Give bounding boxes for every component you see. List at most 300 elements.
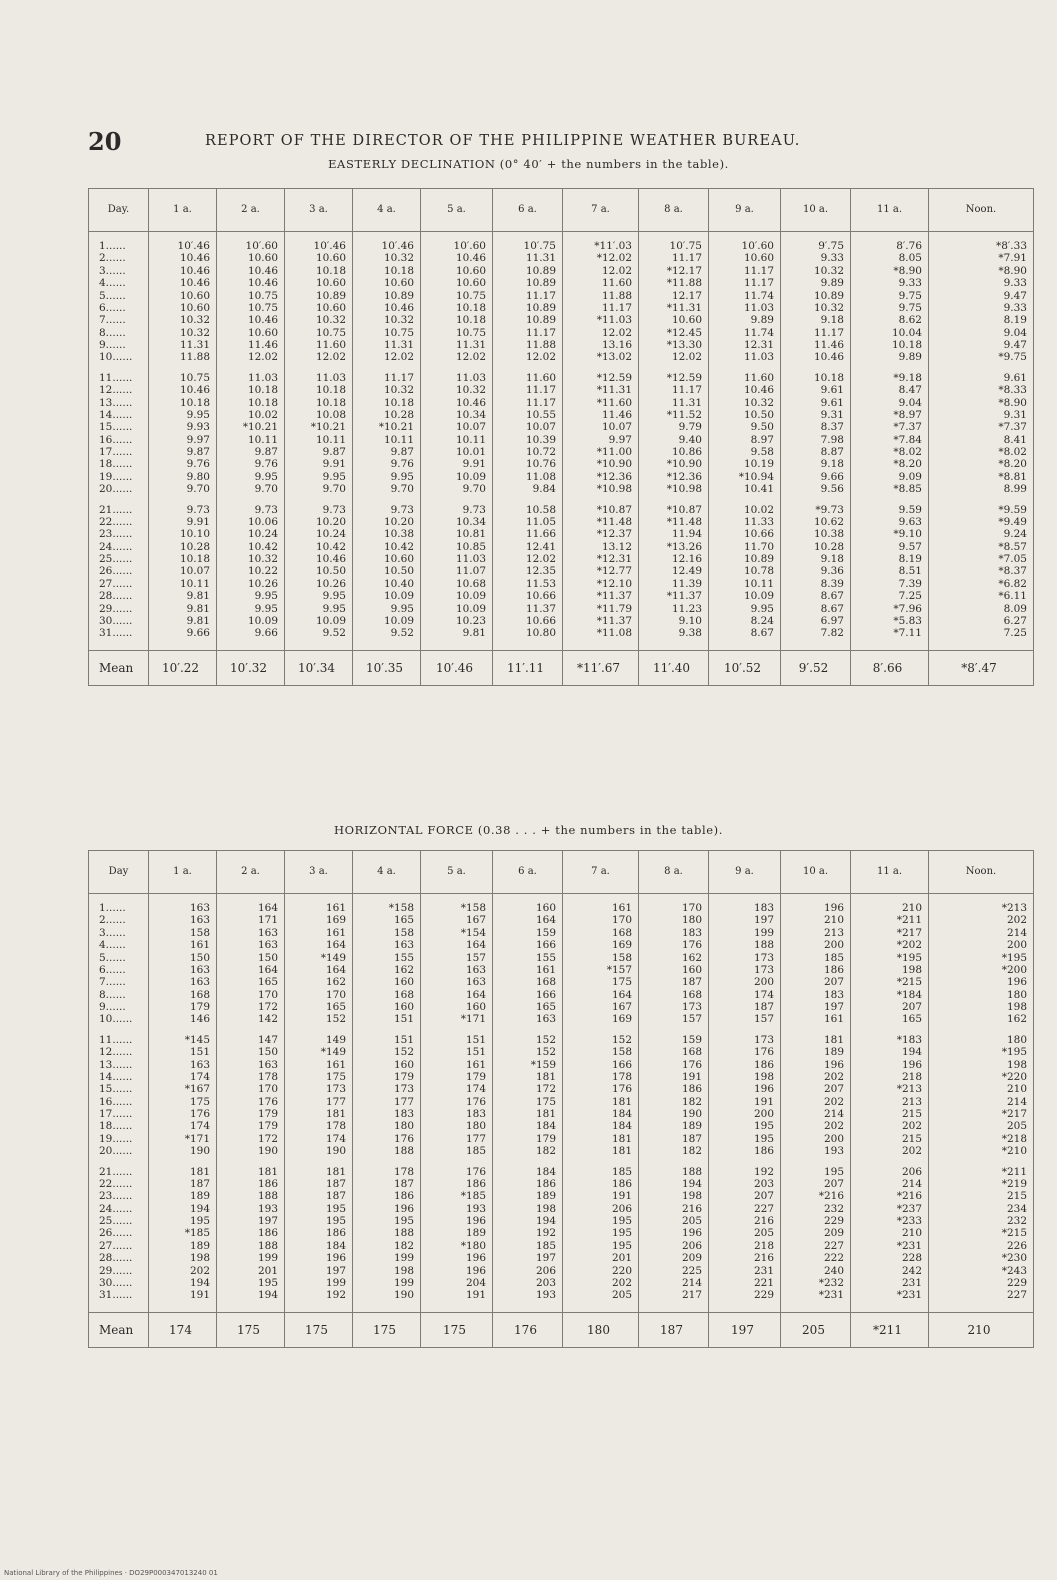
value-cell: 10.18 <box>353 265 421 277</box>
value-cell: 10.42 <box>217 541 285 553</box>
value-cell: 9.73 <box>149 496 217 516</box>
table-row <box>89 1096 1034 1108</box>
value-cell: *158 <box>421 894 493 915</box>
value-cell: 10.85 <box>421 541 493 553</box>
day-cell: 27...... <box>89 1240 149 1252</box>
table-row <box>89 914 1034 926</box>
table-row <box>89 553 1034 565</box>
value-cell: 191 <box>563 1190 639 1202</box>
value-cell: 151 <box>421 1026 493 1046</box>
value-cell: 10.20 <box>285 516 353 528</box>
value-cell: 174 <box>285 1133 353 1145</box>
value-cell: 214 <box>851 1178 929 1190</box>
value-cell: 10.18 <box>217 397 285 409</box>
table-row <box>89 1046 1034 1058</box>
value-cell: 171 <box>217 914 285 926</box>
value-cell: *7.37 <box>929 421 1034 433</box>
value-cell: 174 <box>709 989 781 1001</box>
value-cell: 197 <box>285 1265 353 1277</box>
value-cell: 9.81 <box>149 603 217 615</box>
value-cell: 160 <box>353 976 421 988</box>
value-cell: 9.47 <box>929 339 1034 351</box>
value-cell: 11.17 <box>563 302 639 314</box>
value-cell: 10.18 <box>421 314 493 326</box>
value-cell: 200 <box>781 1133 851 1145</box>
value-cell: *8.37 <box>929 565 1034 577</box>
value-cell: 10.07 <box>421 421 493 433</box>
table-row <box>89 1178 1034 1190</box>
value-cell: 12.02 <box>421 351 493 363</box>
value-cell: 201 <box>217 1265 285 1277</box>
day-cell: 18...... <box>89 1120 149 1132</box>
mean-value: 11′.11 <box>493 650 563 685</box>
value-cell: 187 <box>353 1178 421 1190</box>
value-cell: 10.60 <box>285 277 353 289</box>
value-cell: 207 <box>781 1083 851 1095</box>
value-cell: *12.37 <box>563 528 639 540</box>
mean-value: 175 <box>217 1312 285 1347</box>
value-cell: 13.16 <box>563 339 639 351</box>
day-cell: 25...... <box>89 1215 149 1227</box>
value-cell: 226 <box>929 1240 1034 1252</box>
value-cell: *11.03 <box>563 314 639 326</box>
day-cell: 19...... <box>89 471 149 483</box>
value-cell: *8.90 <box>851 265 929 277</box>
value-cell: 11.03 <box>421 364 493 384</box>
value-cell: 10.75 <box>217 302 285 314</box>
value-cell: 9.73 <box>285 496 353 516</box>
value-cell: *219 <box>929 1178 1034 1190</box>
value-cell: 9.95 <box>285 471 353 483</box>
value-cell: 11.88 <box>149 351 217 363</box>
value-cell: 218 <box>709 1240 781 1252</box>
value-cell: 8′.76 <box>851 232 929 253</box>
value-cell: 187 <box>285 1190 353 1202</box>
value-cell: *12.59 <box>639 364 709 384</box>
value-cell: 9.95 <box>353 603 421 615</box>
value-cell: 11.37 <box>493 603 563 615</box>
value-cell: 152 <box>285 1013 353 1025</box>
value-cell: 181 <box>563 1096 639 1108</box>
value-cell: *10.90 <box>563 458 639 470</box>
value-cell: 209 <box>639 1252 709 1264</box>
table-row <box>89 976 1034 988</box>
value-cell: 10.08 <box>285 409 353 421</box>
value-cell: 165 <box>851 1013 929 1025</box>
value-cell: 10.75 <box>149 364 217 384</box>
value-cell: 229 <box>781 1215 851 1227</box>
value-cell: 195 <box>353 1215 421 1227</box>
value-cell: 215 <box>851 1108 929 1120</box>
day-cell: 21...... <box>89 496 149 516</box>
value-cell: 176 <box>639 1059 709 1071</box>
value-cell: *230 <box>929 1252 1034 1264</box>
value-cell: 160 <box>639 964 709 976</box>
value-cell: 161 <box>285 927 353 939</box>
value-cell: 173 <box>639 1001 709 1013</box>
value-cell: 197 <box>709 914 781 926</box>
day-cell: 21...... <box>89 1158 149 1178</box>
value-cell: *11′.03 <box>563 232 639 253</box>
value-cell: 9.76 <box>217 458 285 470</box>
value-cell: 8.24 <box>709 615 781 627</box>
value-cell: 10.89 <box>493 302 563 314</box>
value-cell: *10.90 <box>639 458 709 470</box>
value-cell: 170 <box>563 914 639 926</box>
value-cell: 160 <box>353 1059 421 1071</box>
mean-value: 9′.52 <box>781 650 851 685</box>
value-cell: 186 <box>353 1190 421 1202</box>
day-cell: 19...... <box>89 1133 149 1145</box>
column-header: 8 a. <box>639 189 709 232</box>
value-cell: 10.32 <box>353 252 421 264</box>
value-cell: 195 <box>563 1227 639 1239</box>
day-cell: 20...... <box>89 1145 149 1157</box>
value-cell: *8.57 <box>929 541 1034 553</box>
value-cell: 10.11 <box>421 434 493 446</box>
table-row <box>89 327 1034 339</box>
value-cell: 9.04 <box>851 397 929 409</box>
value-cell: *231 <box>851 1289 929 1312</box>
value-cell: *210 <box>929 1145 1034 1157</box>
value-cell: 188 <box>639 1158 709 1178</box>
value-cell: 10.50 <box>709 409 781 421</box>
value-cell: 11.31 <box>421 339 493 351</box>
value-cell: 158 <box>563 952 639 964</box>
value-cell: 165 <box>493 1001 563 1013</box>
value-cell: 176 <box>639 939 709 951</box>
value-cell: 181 <box>563 1133 639 1145</box>
value-cell: 11.17 <box>493 384 563 396</box>
value-cell: 10.89 <box>353 290 421 302</box>
value-cell: *202 <box>851 939 929 951</box>
value-cell: *11.00 <box>563 446 639 458</box>
column-header: Day. <box>89 189 149 232</box>
value-cell: *12.36 <box>639 471 709 483</box>
value-cell: 174 <box>149 1120 217 1132</box>
value-cell: 10.28 <box>149 541 217 553</box>
value-cell: 160 <box>493 894 563 915</box>
horizontal-force-table-caption: HORIZONTAL FORCE (0.38 . . . + the numbers in the table). <box>334 823 723 837</box>
column-header: 3 a. <box>285 189 353 232</box>
value-cell: *232 <box>781 1277 851 1289</box>
table-row <box>89 265 1034 277</box>
day-cell: 26...... <box>89 565 149 577</box>
value-cell: *11.31 <box>563 384 639 396</box>
value-cell: 7.25 <box>851 590 929 602</box>
value-cell: 193 <box>493 1289 563 1312</box>
value-cell: *10.98 <box>563 483 639 495</box>
day-cell: 17...... <box>89 1108 149 1120</box>
value-cell: 9.73 <box>421 496 493 516</box>
running-head: REPORT OF THE DIRECTOR OF THE PHILIPPINE WEATHER BUREAU. <box>205 133 801 149</box>
value-cell: 11.31 <box>149 339 217 351</box>
value-cell: *185 <box>149 1227 217 1239</box>
value-cell: 189 <box>149 1240 217 1252</box>
mean-value: 210 <box>929 1312 1034 1347</box>
value-cell: 11.39 <box>639 578 709 590</box>
value-cell: 225 <box>639 1265 709 1277</box>
value-cell: 188 <box>353 1145 421 1157</box>
value-cell: 175 <box>285 1071 353 1083</box>
value-cell: 176 <box>149 1108 217 1120</box>
table-row <box>89 964 1034 976</box>
value-cell: 10.76 <box>493 458 563 470</box>
horizontal-force-header-row <box>89 851 1034 894</box>
value-cell: 11.60 <box>285 339 353 351</box>
value-cell: 10.09 <box>285 615 353 627</box>
value-cell: 162 <box>285 976 353 988</box>
value-cell: 10.42 <box>285 541 353 553</box>
value-cell: 196 <box>781 894 851 915</box>
column-header: 10 a. <box>781 851 851 894</box>
value-cell: *215 <box>929 1227 1034 1239</box>
value-cell: 10.09 <box>217 615 285 627</box>
value-cell: 10.18 <box>353 397 421 409</box>
value-cell: 9.95 <box>217 471 285 483</box>
value-cell: 172 <box>493 1083 563 1095</box>
value-cell: 10.72 <box>493 446 563 458</box>
value-cell: 10.11 <box>285 434 353 446</box>
table-row <box>89 1071 1034 1083</box>
value-cell: 176 <box>709 1046 781 1058</box>
value-cell: 9.87 <box>217 446 285 458</box>
declination-header-row <box>89 189 1034 232</box>
value-cell: 10.32 <box>149 327 217 339</box>
value-cell: 10.46 <box>781 351 851 363</box>
value-cell: 163 <box>217 1059 285 1071</box>
table-row <box>89 434 1034 446</box>
value-cell: 164 <box>285 964 353 976</box>
value-cell: 11.03 <box>285 364 353 384</box>
value-cell: 10.32 <box>781 265 851 277</box>
day-cell: 7...... <box>89 314 149 326</box>
table-row <box>89 894 1034 915</box>
value-cell: 9.61 <box>781 384 851 396</box>
value-cell: 195 <box>563 1240 639 1252</box>
value-cell: 191 <box>709 1096 781 1108</box>
day-cell: 10...... <box>89 1013 149 1025</box>
value-cell: 196 <box>421 1252 493 1264</box>
value-cell: 9.61 <box>781 397 851 409</box>
value-cell: 189 <box>421 1227 493 1239</box>
value-cell: 173 <box>709 964 781 976</box>
value-cell: 13.12 <box>563 541 639 553</box>
value-cell: 162 <box>929 1013 1034 1025</box>
value-cell: 151 <box>353 1013 421 1025</box>
value-cell: 181 <box>493 1108 563 1120</box>
day-cell: 6...... <box>89 964 149 976</box>
value-cell: 10.50 <box>285 565 353 577</box>
mean-value: 10′.46 <box>421 650 493 685</box>
value-cell: 159 <box>493 927 563 939</box>
value-cell: 184 <box>563 1108 639 1120</box>
value-cell: *211 <box>929 1158 1034 1178</box>
value-cell: 186 <box>285 1227 353 1239</box>
value-cell: 199 <box>217 1252 285 1264</box>
value-cell: 228 <box>851 1252 929 1264</box>
value-cell: *11.37 <box>563 615 639 627</box>
value-cell: 9.66 <box>217 627 285 650</box>
value-cell: 213 <box>851 1096 929 1108</box>
value-cell: 10.80 <box>493 627 563 650</box>
day-cell: 31...... <box>89 1289 149 1312</box>
value-cell: *10.98 <box>639 483 709 495</box>
value-cell: 9.24 <box>929 528 1034 540</box>
value-cell: 178 <box>353 1158 421 1178</box>
value-cell: 10.19 <box>709 458 781 470</box>
value-cell: 9.89 <box>781 277 851 289</box>
value-cell: 157 <box>421 952 493 964</box>
value-cell: *8.85 <box>851 483 929 495</box>
value-cell: 10.20 <box>353 516 421 528</box>
value-cell: 193 <box>781 1145 851 1157</box>
value-cell: 9.18 <box>781 458 851 470</box>
value-cell: 181 <box>285 1108 353 1120</box>
value-cell: 179 <box>353 1071 421 1083</box>
table-row <box>89 471 1034 483</box>
value-cell: 10.32 <box>285 314 353 326</box>
value-cell: 8.51 <box>851 565 929 577</box>
value-cell: 10.75 <box>353 327 421 339</box>
value-cell: 12.02 <box>353 351 421 363</box>
value-cell: *159 <box>493 1059 563 1071</box>
day-cell: 13...... <box>89 1059 149 1071</box>
value-cell: 189 <box>149 1190 217 1202</box>
value-cell: 165 <box>217 976 285 988</box>
value-cell: 161 <box>285 894 353 915</box>
value-cell: 9.95 <box>217 590 285 602</box>
value-cell: 10.46 <box>149 384 217 396</box>
column-header: 2 a. <box>217 851 285 894</box>
value-cell: 194 <box>639 1178 709 1190</box>
value-cell: 11.66 <box>493 528 563 540</box>
mean-label: Mean <box>89 650 149 685</box>
value-cell: 12.02 <box>563 327 639 339</box>
value-cell: 9.91 <box>285 458 353 470</box>
table-row <box>89 351 1034 363</box>
value-cell: *154 <box>421 927 493 939</box>
mean-value: 10′.35 <box>353 650 421 685</box>
footer-credit: National Library of the Philippines · DO29P000347013240 01 <box>4 1569 218 1577</box>
value-cell: 9.58 <box>709 446 781 458</box>
column-header: 1 a. <box>149 189 217 232</box>
value-cell: 8.09 <box>929 603 1034 615</box>
value-cell: 10.11 <box>149 578 217 590</box>
day-cell: 29...... <box>89 1265 149 1277</box>
value-cell: 168 <box>563 927 639 939</box>
value-cell: *185 <box>421 1190 493 1202</box>
value-cell: *9.75 <box>929 351 1034 363</box>
value-cell: 176 <box>421 1158 493 1178</box>
value-cell: *8.90 <box>929 397 1034 409</box>
value-cell: 175 <box>563 976 639 988</box>
value-cell: 10.32 <box>353 314 421 326</box>
value-cell: 10.40 <box>353 578 421 590</box>
value-cell: 9.81 <box>149 590 217 602</box>
value-cell: 176 <box>563 1083 639 1095</box>
value-cell: 11.17 <box>353 364 421 384</box>
value-cell: *12.36 <box>563 471 639 483</box>
value-cell: 10.32 <box>149 314 217 326</box>
value-cell: 191 <box>639 1071 709 1083</box>
table-row <box>89 1059 1034 1071</box>
table-row <box>89 364 1034 384</box>
value-cell: 8.87 <box>781 446 851 458</box>
value-cell: 160 <box>353 1001 421 1013</box>
value-cell: 183 <box>781 989 851 1001</box>
value-cell: 10.32 <box>421 384 493 396</box>
value-cell: 182 <box>493 1145 563 1157</box>
value-cell: 10.34 <box>421 516 493 528</box>
value-cell: 9.18 <box>781 553 851 565</box>
value-cell: *218 <box>929 1133 1034 1145</box>
value-cell: 12.41 <box>493 541 563 553</box>
value-cell: 8.19 <box>929 314 1034 326</box>
value-cell: 10.60 <box>149 302 217 314</box>
value-cell: *8.81 <box>929 471 1034 483</box>
day-cell: 30...... <box>89 1277 149 1289</box>
value-cell: 188 <box>353 1227 421 1239</box>
mean-value: 175 <box>353 1312 421 1347</box>
day-cell: 4...... <box>89 939 149 951</box>
value-cell: 179 <box>217 1120 285 1132</box>
value-cell: 158 <box>563 1046 639 1058</box>
value-cell: 11.17 <box>493 397 563 409</box>
value-cell: 11.60 <box>493 364 563 384</box>
value-cell: 166 <box>493 939 563 951</box>
table-row <box>89 627 1034 650</box>
value-cell: 172 <box>217 1001 285 1013</box>
value-cell: *9.73 <box>781 496 851 516</box>
value-cell: 189 <box>639 1120 709 1132</box>
value-cell: 9.95 <box>285 590 353 602</box>
value-cell: 187 <box>639 1133 709 1145</box>
value-cell: 206 <box>493 1265 563 1277</box>
value-cell: 180 <box>421 1120 493 1132</box>
value-cell: *11.52 <box>639 409 709 421</box>
value-cell: 199 <box>353 1277 421 1289</box>
value-cell: 9.18 <box>781 314 851 326</box>
value-cell: *211 <box>851 914 929 926</box>
value-cell: 8.37 <box>781 421 851 433</box>
value-cell: 10.75 <box>217 290 285 302</box>
value-cell: 10.32 <box>217 553 285 565</box>
mean-value: 10′.32 <box>217 650 285 685</box>
value-cell: 8.67 <box>781 590 851 602</box>
value-cell: 9.33 <box>781 252 851 264</box>
mean-value: 175 <box>421 1312 493 1347</box>
value-cell: 8.99 <box>929 483 1034 495</box>
value-cell: *10.94 <box>709 471 781 483</box>
value-cell: 10.10 <box>149 528 217 540</box>
table-row <box>89 1252 1034 1264</box>
table-row <box>89 565 1034 577</box>
value-cell: *11.48 <box>639 516 709 528</box>
value-cell: 151 <box>149 1046 217 1058</box>
value-cell: 179 <box>217 1108 285 1120</box>
value-cell: 9.66 <box>781 471 851 483</box>
table-row <box>89 1203 1034 1215</box>
table-row <box>89 939 1034 951</box>
value-cell: 9.33 <box>929 277 1034 289</box>
value-cell: 10.09 <box>421 471 493 483</box>
value-cell: 169 <box>563 1013 639 1025</box>
value-cell: 206 <box>639 1240 709 1252</box>
value-cell: 163 <box>149 1059 217 1071</box>
value-cell: 189 <box>493 1190 563 1202</box>
value-cell: 9.59 <box>851 496 929 516</box>
